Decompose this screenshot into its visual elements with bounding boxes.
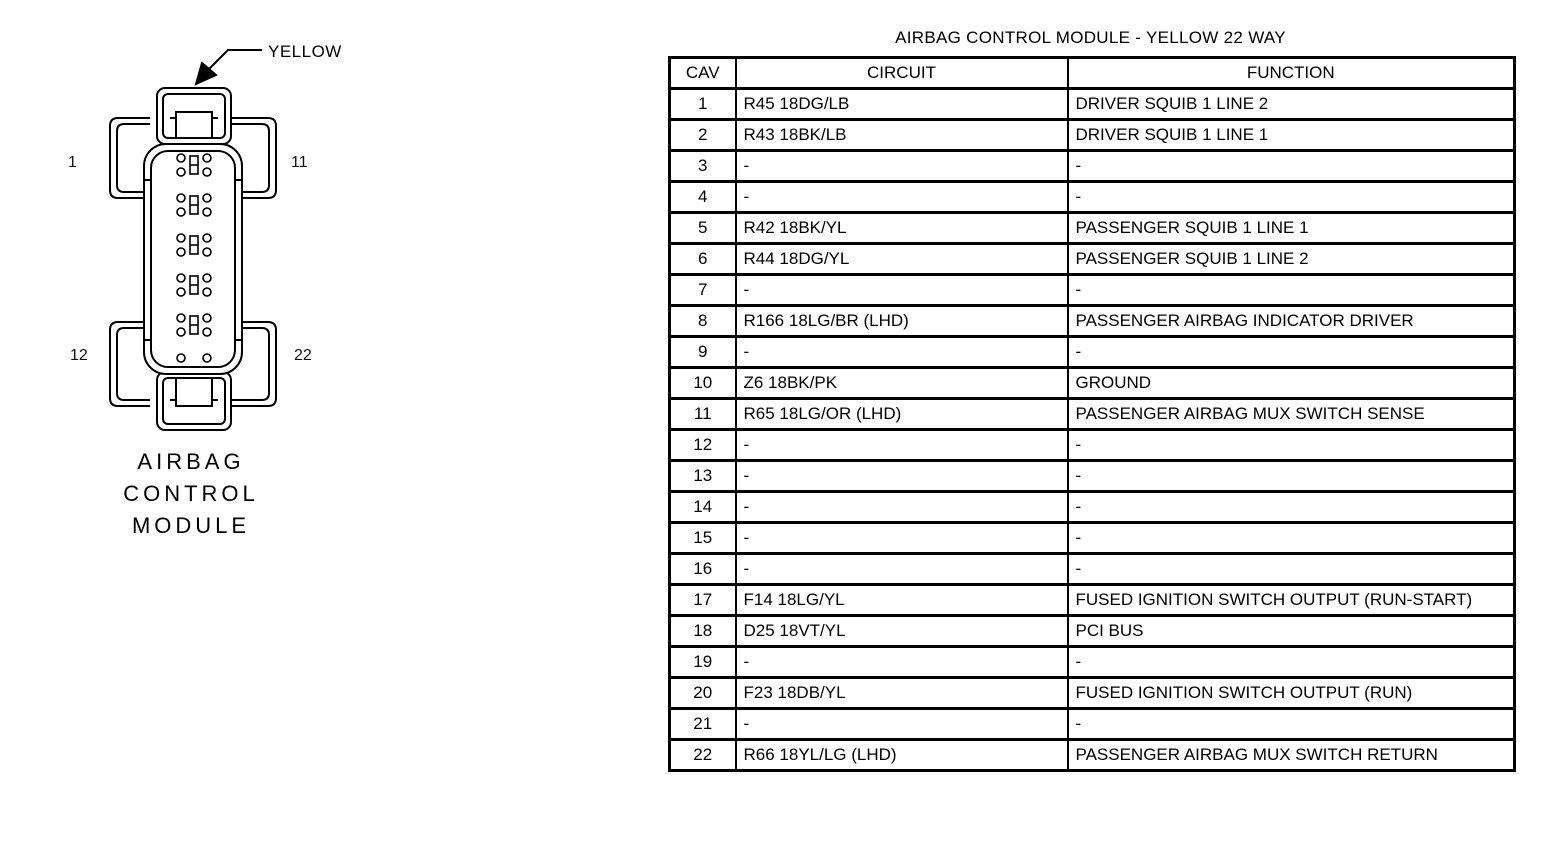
cav-cell: 13 (670, 461, 736, 492)
circuit-cell: Z6 18BK/PK (736, 368, 1068, 399)
table-row (670, 523, 1515, 554)
cav-cell: 4 (670, 182, 736, 213)
table-row (670, 368, 1515, 399)
table-row (670, 616, 1515, 647)
function-cell: PASSENGER SQUIB 1 LINE 2 (1068, 244, 1515, 275)
function-cell: - (1068, 151, 1515, 182)
table-row (670, 275, 1515, 306)
top-lock-tab (157, 88, 231, 144)
function-cell: - (1068, 523, 1515, 554)
table-row (670, 585, 1515, 616)
cav-cell: 11 (670, 399, 736, 430)
function-cell: - (1068, 182, 1515, 213)
table-row (670, 709, 1515, 740)
table-row (670, 120, 1515, 151)
cav-cell: 20 (670, 678, 736, 709)
cav-cell: 5 (670, 213, 736, 244)
module-name-line-2: CONTROL (123, 481, 259, 506)
table-row (670, 430, 1515, 461)
cav-cell: 15 (670, 523, 736, 554)
pin-label-top-left: 1 (68, 154, 77, 171)
function-cell: FUSED IGNITION SWITCH OUTPUT (RUN-START) (1068, 585, 1515, 616)
cav-cell: 19 (670, 647, 736, 678)
cav-cell: 6 (670, 244, 736, 275)
circuit-cell: - (736, 492, 1068, 523)
cav-cell: 17 (670, 585, 736, 616)
function-cell: PASSENGER AIRBAG MUX SWITCH RETURN (1068, 740, 1515, 771)
pin-label-bottom-left: 12 (70, 347, 88, 364)
circuit-cell: R45 18DG/LB (736, 89, 1068, 120)
table-title: AIRBAG CONTROL MODULE - YELLOW 22 WAY (895, 28, 1286, 47)
circuit-cell: R43 18BK/LB (736, 120, 1068, 151)
table-row (670, 306, 1515, 337)
pin-label-top-right: 11 (291, 154, 308, 171)
table-row (670, 182, 1515, 213)
header-cav: CAV (670, 58, 736, 89)
cav-cell: 10 (670, 368, 736, 399)
function-cell: - (1068, 709, 1515, 740)
cav-cell: 14 (670, 492, 736, 523)
function-cell: PASSENGER AIRBAG MUX SWITCH SENSE (1068, 399, 1515, 430)
circuit-cell: - (736, 151, 1068, 182)
cav-cell: 3 (670, 151, 736, 182)
module-name-line-3: MODULE (131, 513, 251, 538)
table-row (670, 89, 1515, 120)
function-cell: DRIVER SQUIB 1 LINE 1 (1068, 120, 1515, 151)
function-cell: - (1068, 647, 1515, 678)
circuit-cell: - (736, 337, 1068, 368)
table-row (670, 399, 1515, 430)
function-cell: - (1068, 492, 1515, 523)
table-row (670, 492, 1515, 523)
table-row (670, 244, 1515, 275)
circuit-cell: - (736, 523, 1068, 554)
circuit-cell: F23 18DB/YL (736, 678, 1068, 709)
pin-label-bottom-right: 22 (294, 347, 312, 364)
circuit-cell: R44 18DG/YL (736, 244, 1068, 275)
cav-cell: 12 (670, 430, 736, 461)
module-name-line-1: AIRBAG (137, 449, 245, 474)
cav-cell: 2 (670, 120, 736, 151)
cav-cell: 16 (670, 554, 736, 585)
function-cell: - (1068, 554, 1515, 585)
function-cell: DRIVER SQUIB 1 LINE 2 (1068, 89, 1515, 120)
table-row (670, 213, 1515, 244)
function-cell: - (1068, 275, 1515, 306)
table-row (670, 461, 1515, 492)
table-row (670, 337, 1515, 368)
cav-cell: 7 (670, 275, 736, 306)
function-cell: - (1068, 430, 1515, 461)
circuit-cell: - (736, 275, 1068, 306)
circuit-cell: F14 18LG/YL (736, 585, 1068, 616)
cav-cell: 18 (670, 616, 736, 647)
table-row (670, 647, 1515, 678)
pinout-table (668, 56, 1516, 772)
circuit-cell: R66 18YL/LG (LHD) (736, 740, 1068, 771)
circuit-cell: D25 18VT/YL (736, 616, 1068, 647)
circuit-cell: - (736, 430, 1068, 461)
function-cell: PASSENGER AIRBAG INDICATOR DRIVER (1068, 306, 1515, 337)
circuit-cell: - (736, 554, 1068, 585)
module-name (90, 446, 292, 542)
function-cell: FUSED IGNITION SWITCH OUTPUT (RUN) (1068, 678, 1515, 709)
cav-cell: 21 (670, 709, 736, 740)
cav-cell: 9 (670, 337, 736, 368)
function-cell: PCI BUS (1068, 616, 1515, 647)
circuit-cell: R42 18BK/YL (736, 213, 1068, 244)
function-cell: GROUND (1068, 368, 1515, 399)
table-row (670, 740, 1515, 771)
circuit-cell: R166 18LG/BR (LHD) (736, 306, 1068, 337)
cav-cell: 1 (670, 89, 736, 120)
bottom-lock-tab (157, 372, 231, 430)
connector-body (144, 144, 242, 374)
cav-cell: 22 (670, 740, 736, 771)
circuit-cell: - (736, 647, 1068, 678)
table-row (670, 678, 1515, 709)
function-cell: PASSENGER SQUIB 1 LINE 1 (1068, 213, 1515, 244)
circuit-cell: R65 18LG/OR (LHD) (736, 399, 1068, 430)
table-row (670, 554, 1515, 585)
header-circuit: CIRCUIT (736, 58, 1068, 89)
table-header-row (670, 58, 1515, 89)
header-function: FUNCTION (1068, 58, 1515, 89)
cav-cell: 8 (670, 306, 736, 337)
table-row (670, 151, 1515, 182)
circuit-cell: - (736, 461, 1068, 492)
connector-color-label: YELLOW (268, 42, 342, 61)
function-cell: - (1068, 461, 1515, 492)
circuit-cell: - (736, 182, 1068, 213)
yellow-callout-arrow (196, 50, 262, 84)
circuit-cell: - (736, 709, 1068, 740)
function-cell: - (1068, 337, 1515, 368)
